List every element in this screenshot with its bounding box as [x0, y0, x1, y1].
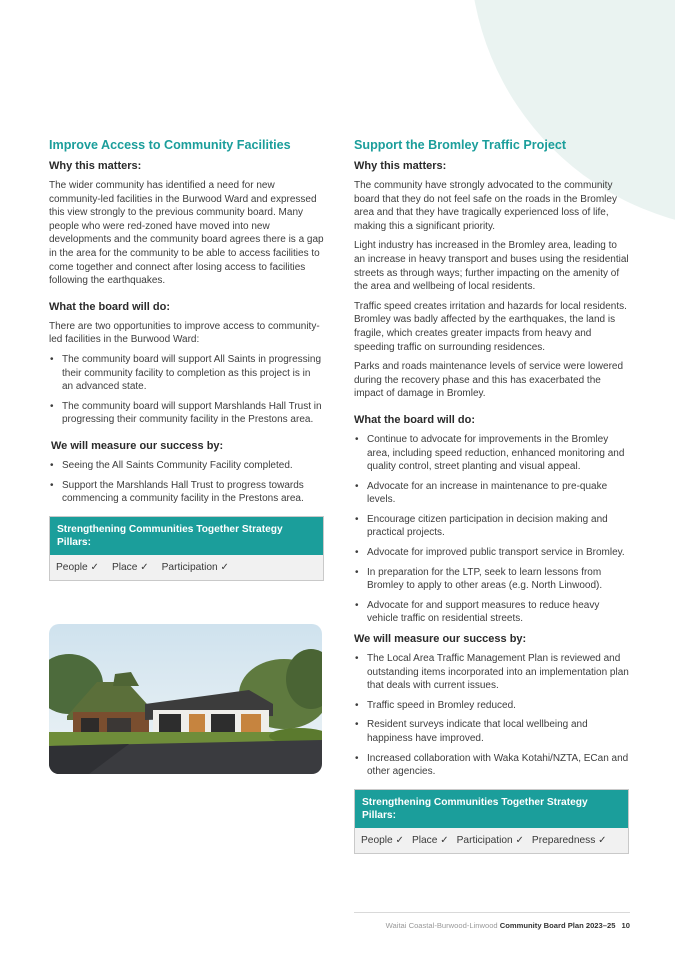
- pillar-item: People ✓: [56, 561, 100, 573]
- right-why-heading: Why this matters:: [354, 160, 447, 172]
- left-board-heading: What the board will do:: [49, 300, 170, 313]
- left-section-title: Improve Access to Community Facilities: [49, 138, 291, 152]
- left-measure-heading: We will measure our success by:: [51, 439, 224, 452]
- left-why-text: The wider community has identified a need for new community-led facilities in the Burwood Ward and expressed this view strongly to the previous community board. Many people who were red-zoned have moved into new developments and the community board agrees there is a gap in the area for the community to be able to access facilities to come together and connect after losing access to facilities following the earthquakes.: [49, 180, 324, 287]
- list-item: • The community board will support Marshlands Hall Trust in progressing their community facility in the Prestons area.: [49, 400, 324, 427]
- list-item: • The community board will support All Saints in progressing their community facility to completion as this project is in an advanced state.: [49, 353, 324, 394]
- pillar-item: Place ✓: [111, 561, 149, 573]
- pillar-item: Participation ✓: [456, 834, 525, 846]
- list-item: • Advocate for improved public transport service in Bromley.: [354, 546, 629, 560]
- right-measure-heading: We will measure our success by:: [354, 633, 527, 646]
- left-measure-list: [49, 459, 324, 506]
- right-why-paragraph: The community have strongly advocated to the community board that they do not feel safe on the roads in the Bromley area and that they have tragically experienced loss of life, making this a significant priority.: [354, 180, 617, 232]
- list-item: • Traffic speed in Bromley reduced.: [354, 699, 629, 713]
- right-why-paragraph: Parks and roads maintenance levels of service were lowered during the recovery phase and this has exacerbated the impact of damage in Bromley.: [354, 361, 624, 400]
- pillars-list: [355, 828, 628, 853]
- left-pillars-box: [49, 516, 324, 581]
- list-item: • Advocate for and support measures to reduce heavy vehicle traffic on residential streets.: [354, 599, 629, 626]
- pillars-heading: Strengthening Communities Together Strategy Pillars:: [355, 790, 628, 828]
- left-column: [49, 137, 324, 581]
- list-item: • Encourage citizen participation in decision making and practical projects.: [354, 513, 629, 540]
- list-item: • In preparation for the LTP, seek to learn lessons from Bromley to apply to other areas (e.g. North Linwood).: [354, 566, 629, 593]
- left-board-intro: There are two opportunities to improve access to community-led facilities in the Burwood Ward:: [49, 320, 320, 346]
- pillar-item: Place ✓: [411, 834, 449, 846]
- pillar-item: Participation ✓: [161, 561, 230, 573]
- pillars-list: [50, 555, 323, 580]
- list-item: • Resident surveys indicate that local wellbeing and happiness have improved.: [354, 718, 629, 745]
- right-measure-list: [354, 652, 629, 779]
- community-facility-photo: [49, 624, 322, 774]
- left-why-heading: Why this matters:: [49, 160, 142, 172]
- right-board-heading: What the board will do:: [354, 413, 475, 426]
- right-why-paragraph: Traffic speed creates irritation and hazards for local residents. Bromley was badly affected by the earthquakes, the land is fragile, which creates greater impacts from heavy and speeding traffic on surrounding residences.: [354, 300, 627, 353]
- pillar-item: Preparedness ✓: [531, 834, 607, 846]
- list-item: • Increased collaboration with Waka Kotahi/NZTA, ECan and other agencies.: [354, 752, 629, 779]
- list-item: • The Local Area Traffic Management Plan is reviewed and outstanding items incorporated into an implementation plan that deals with current issues.: [354, 652, 629, 693]
- page-number: 10: [621, 921, 630, 930]
- right-why-paragraph: Light industry has increased in the Bromley area, leading to an increase in heavy transport and buses using the residential streets as through ways; further impacting on the amenity of the area and wellbeing of local residents.: [354, 240, 629, 293]
- right-section-title: Support the Bromley Traffic Project: [354, 138, 567, 152]
- list-item: • Support the Marshlands Hall Trust to progress towards commencing a community facility in the Prestons area.: [49, 479, 324, 506]
- right-column: [354, 137, 629, 854]
- footer-title: Community Board Plan 2023–25: [499, 921, 616, 930]
- right-pillars-box: [354, 789, 629, 854]
- list-item: • Advocate for an increase in maintenance to pre-quake levels.: [354, 480, 629, 507]
- footer-prefix: Waitai Coastal-Burwood-Linwood: [385, 921, 498, 930]
- list-item: • Seeing the All Saints Community Facility completed.: [49, 459, 324, 473]
- pillars-heading: Strengthening Communities Together Strategy Pillars:: [50, 517, 323, 555]
- left-board-list: [49, 353, 324, 427]
- list-item: • Continue to advocate for improvements in the Bromley area, including speed reduction, enhanced monitoring and quality control, street planting and visual appeal.: [354, 433, 629, 474]
- right-board-list: [354, 433, 629, 626]
- footer-divider: [354, 912, 630, 913]
- pillar-item: People ✓: [361, 834, 405, 846]
- page-footer: [386, 921, 630, 930]
